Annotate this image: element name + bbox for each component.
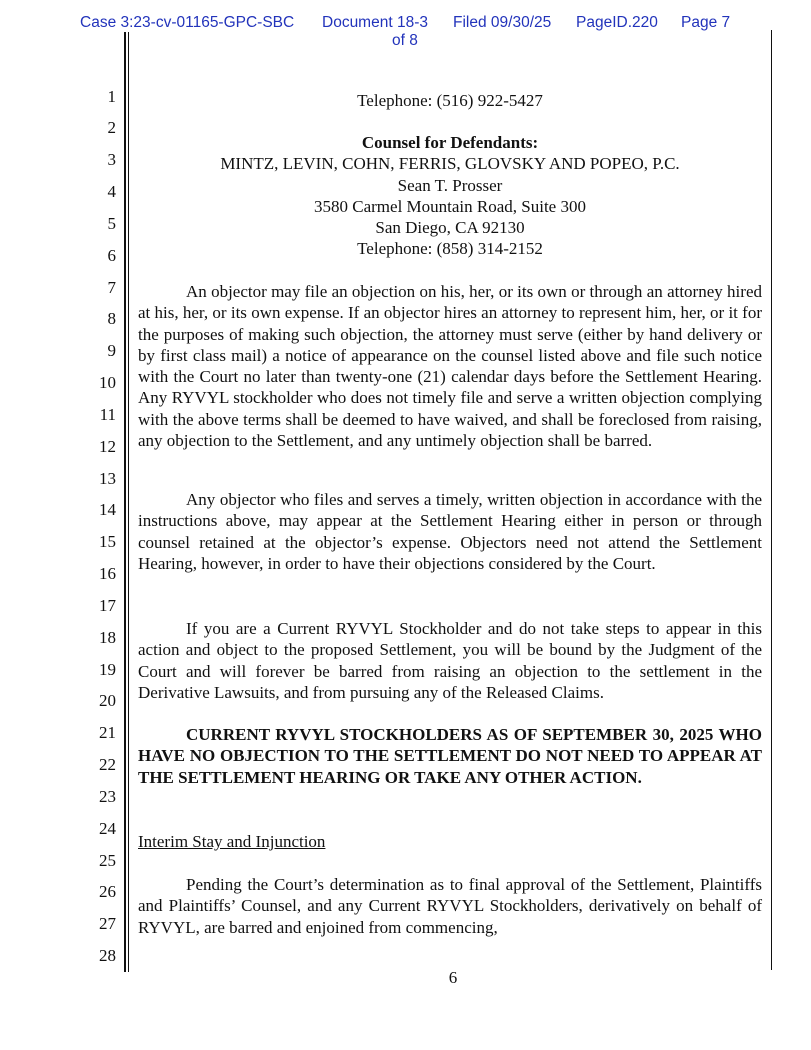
line-number: 12 bbox=[99, 437, 116, 456]
defense-firm-name: MINTZ, LEVIN, COHN, FERRIS, GLOVSKY AND POPEO, P.C. bbox=[220, 154, 680, 174]
line-number: 26 bbox=[99, 882, 116, 901]
line-number: 14 bbox=[99, 500, 116, 519]
defense-address-line2: San Diego, CA 92130 bbox=[375, 218, 525, 238]
header-case-number: Case 3:23-cv-01165-GPC-SBC bbox=[80, 14, 295, 31]
line-number: 16 bbox=[99, 564, 116, 583]
no-action-needed-notice: CURRENT RYVYL STOCKHOLDERS AS OF SEPTEMBER 30, 2025 WHO HAVE NO OBJECTION TO THE SETTLEMENT DO NOT NEED TO APPEAR AT THE SETTLEMENT HEARING OR TAKE ANY OTHER ACTION. bbox=[138, 725, 762, 787]
line-number: 6 bbox=[107, 246, 116, 265]
line-number: 9 bbox=[107, 341, 116, 360]
line-number: 28 bbox=[99, 946, 116, 965]
line-number: 13 bbox=[99, 469, 116, 488]
line-number: 3 bbox=[107, 150, 116, 169]
line-number: 10 bbox=[99, 373, 116, 392]
line-number: 27 bbox=[99, 914, 116, 933]
line-number: 17 bbox=[99, 596, 116, 615]
line-number: 22 bbox=[99, 755, 116, 774]
defense-counsel-block bbox=[138, 132, 762, 260]
defense-counsel-heading: Counsel for Defendants: bbox=[361, 133, 539, 152]
line-number: 8 bbox=[107, 309, 116, 328]
objector-appearance-paragraph: Any objector who files and serves a timely, written objection in accordance with the instructions above, may appear at the Settlement Hearing either in person or through counsel retained at the objector’s expense. Objectors need not attend the Settlement Hearing, however, in order to have their objections considered by the Court. bbox=[138, 490, 762, 573]
interim-stay-paragraph: Pending the Court’s determination as to final approval of the Settlement, Plaintiffs and Plaintiffs’ Counsel, and any Current RYVYL Stockholders, derivatively on behalf of RYVYL, are barred and enjoined from commencing, bbox=[138, 875, 762, 937]
line-number: 7 bbox=[107, 278, 116, 297]
line-number: 23 bbox=[99, 787, 116, 806]
plaintiff-counsel-phone: Telephone: (516) 922-5427 bbox=[357, 91, 543, 110]
page-number: 6 bbox=[448, 968, 458, 987]
line-number: 18 bbox=[99, 628, 116, 647]
defense-attorney-name: Sean T. Prosser bbox=[397, 175, 503, 195]
line-number: 19 bbox=[99, 660, 116, 679]
line-number: 5 bbox=[107, 214, 116, 233]
header-page-of: of 8 bbox=[392, 32, 418, 49]
header-page: Page 7 bbox=[681, 14, 731, 31]
header-filed: Filed 09/30/25 bbox=[453, 14, 552, 31]
header-pageid: PageID.220 bbox=[576, 14, 658, 31]
defense-address-line1: 3580 Carmel Mountain Road, Suite 300 bbox=[314, 196, 586, 216]
defense-phone: Telephone: (858) 314-2152 bbox=[357, 239, 543, 259]
line-number: 24 bbox=[99, 819, 116, 838]
line-number: 21 bbox=[99, 723, 116, 742]
section-heading-interim-stay: Interim Stay and Injunction bbox=[138, 832, 326, 851]
line-number: 15 bbox=[99, 532, 116, 551]
objection-filing-paragraph: An objector may file an objection on his, her, or its own or through an attorney hired at his, her, or its own expense. If an objector hires an attorney to represent him, her, or it for the purposes of making such objection, the attorney must serve (either by hand delivery or by first class mail) a notice of appearance on the counsel listed above and file such notice with the Court no later than twenty-one (21) calendar days before the Settlement Hearing. Any RYVYL stockholder who does not timely file and serve a written objection complying with the above terms shall be deemed to have waived, and shall be foreclosed from raising, any objection to the Settlement, and any untimely objection shall be barred. bbox=[138, 282, 762, 451]
header-document: Document 18-3 bbox=[322, 14, 428, 31]
line-number: 20 bbox=[99, 691, 116, 710]
line-number: 2 bbox=[107, 118, 116, 137]
line-number: 1 bbox=[107, 87, 116, 106]
bound-by-judgment-paragraph: If you are a Current RYVYL Stockholder and do not take steps to appear in this action and object to the proposed Settlement, you will be bound by the Judgment of the Court and will forever be barred from raising an objection to the settlement in the Derivative Lawsuits, and from pursuing any of the Released Claims. bbox=[138, 619, 762, 702]
left-margin-rule-inner bbox=[128, 32, 129, 972]
line-number: 25 bbox=[99, 851, 116, 870]
right-margin-rule bbox=[771, 30, 772, 970]
left-margin-rule-outer bbox=[124, 32, 126, 972]
line-number: 4 bbox=[107, 182, 116, 201]
line-number: 11 bbox=[99, 405, 116, 424]
